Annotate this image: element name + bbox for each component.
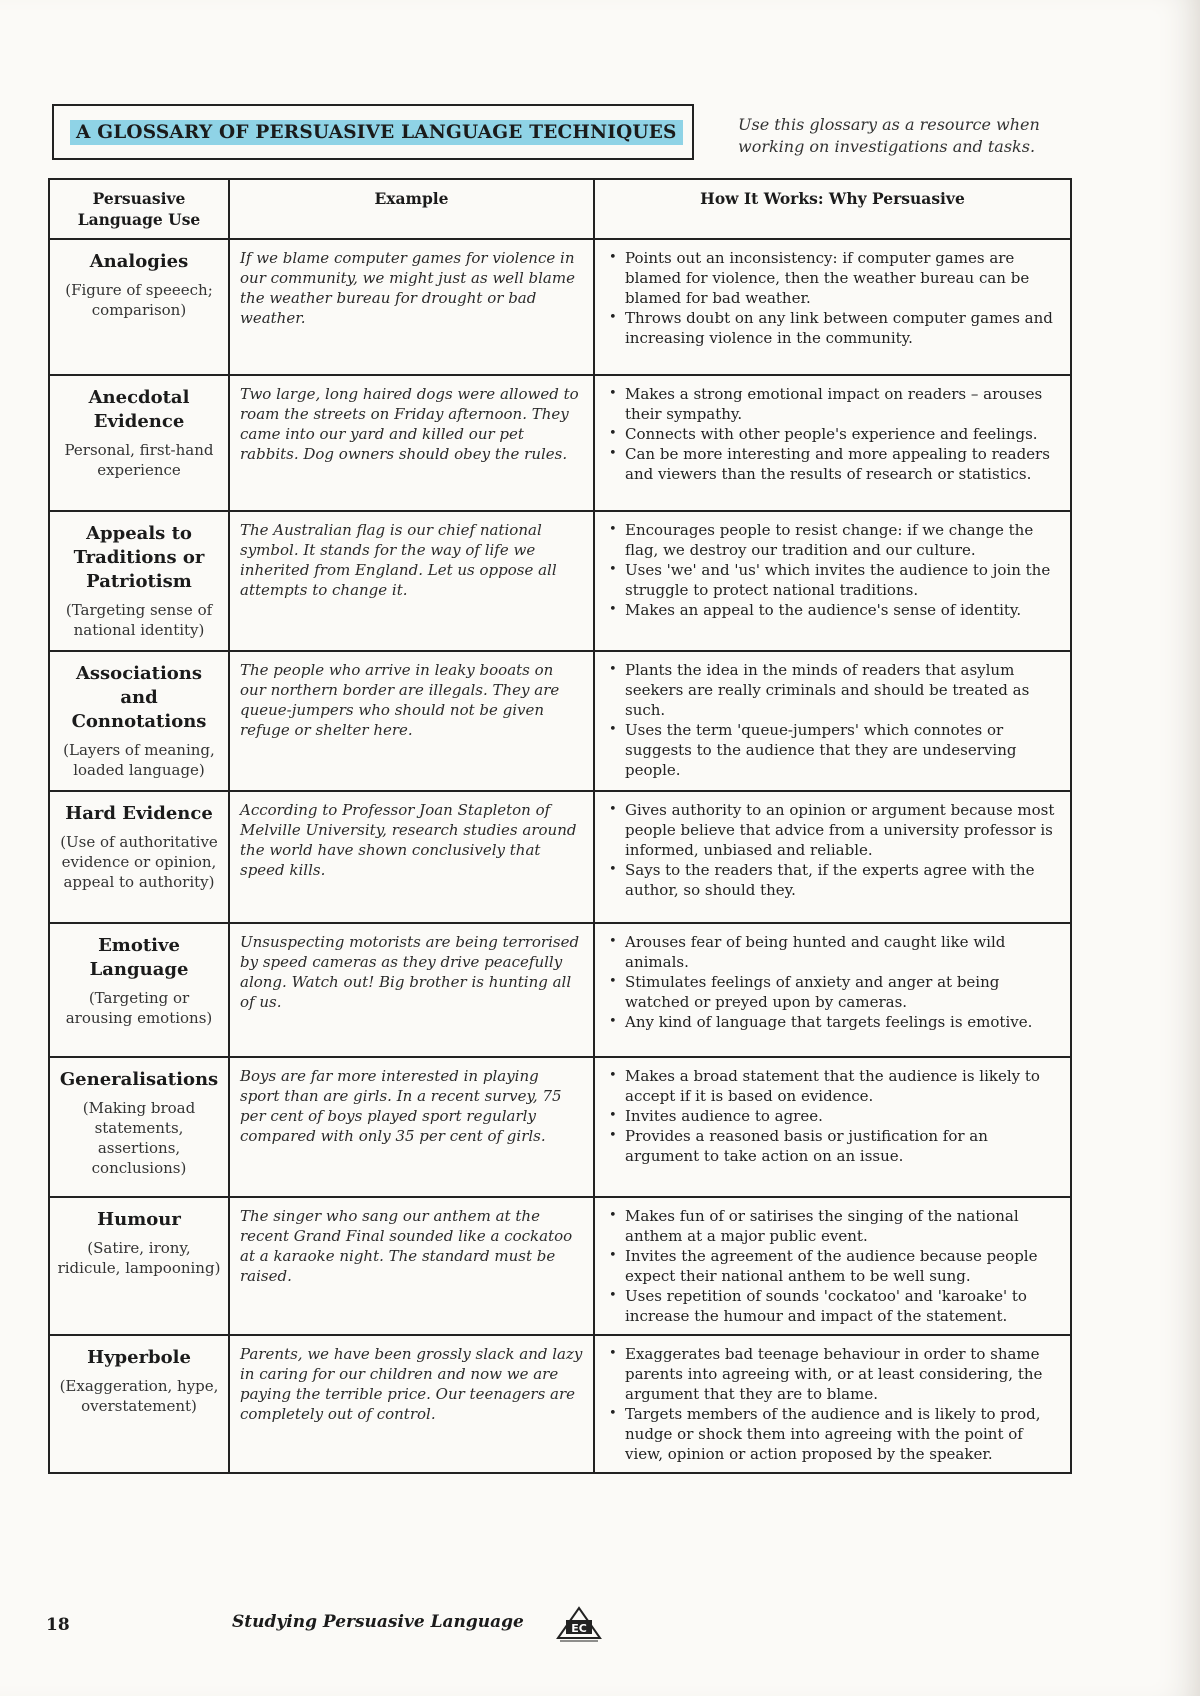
title-box	[52, 104, 694, 160]
how-it-works-point: • Provides a reasoned basis or justification for an argument to take action on an issue.	[625, 1126, 1060, 1166]
how-it-works-point: • Gives authority to an opinion or argument because most people believe that advice from a university professor is informed, unbiased and reliable.	[625, 800, 1060, 860]
term-cell	[49, 239, 229, 375]
how-it-works-cell	[594, 375, 1071, 511]
term-cell	[49, 923, 229, 1057]
how-it-works-point: • Makes a strong emotional impact on readers – arouses their sympathy.	[625, 384, 1060, 424]
how-it-works-cell	[594, 1057, 1071, 1197]
how-it-works-list	[605, 384, 1060, 484]
term-name: Appeals to Traditions or Patriotism	[73, 523, 205, 592]
term-name: Hyperbole	[87, 1347, 191, 1368]
how-it-works-point: • Uses 'we' and 'us' which invites the audience to join the struggle to protect national traditions.	[625, 560, 1060, 600]
how-it-works-point: • Arouses fear of being hunted and caught like wild animals.	[625, 932, 1060, 972]
glossary-table	[48, 178, 1072, 1474]
how-it-works-point: • Invites the agreement of the audience because people expect their national anthem to be well sung.	[625, 1246, 1060, 1286]
table-row	[49, 1197, 1071, 1335]
how-it-works-point: • Encourages people to resist change: if we change the flag, we destroy our tradition and our culture.	[625, 520, 1060, 560]
term-description: (Making broad statements, assertions, conclusions)	[82, 1099, 196, 1177]
page-title: A GLOSSARY OF PERSUASIVE LANGUAGE TECHNIQUES	[70, 120, 683, 145]
term-cell	[49, 1057, 229, 1197]
term-name: Anecdotal Evidence	[88, 387, 190, 432]
how-it-works-list	[605, 932, 1060, 1032]
header-how: How It Works: Why Persuasive	[594, 179, 1071, 239]
table-row	[49, 511, 1071, 651]
example-cell: The singer who sang our anthem at the recent Grand Final sounded like a cockatoo at a karaoke night. The standard must be raised.	[229, 1197, 594, 1335]
example-cell: The people who arrive in leaky booats on our northern border are illegals. They are queue-jumpers who should not be given refuge or shelter here.	[229, 651, 594, 791]
example-cell: Unsuspecting motorists are being terrorised by speed cameras as they drive peacefully along. Watch out! Big brother is hunting all of us.	[229, 923, 594, 1057]
how-it-works-cell	[594, 651, 1071, 791]
how-it-works-point: • Makes an appeal to the audience's sense of identity.	[625, 600, 1060, 620]
how-it-works-list	[605, 1344, 1060, 1464]
example-cell: Parents, we have been grossly slack and lazy in caring for our children and now we are paying the terrible price. Our teenagers are completely out of control.	[229, 1335, 594, 1473]
how-it-works-cell	[594, 1197, 1071, 1335]
how-it-works-point: • Makes a broad statement that the audience is likely to accept if it is based on evidence.	[625, 1066, 1060, 1106]
term-name: Emotive Language	[89, 935, 189, 980]
how-it-works-point: • Makes fun of or satirises the singing of the national anthem at a major public event.	[625, 1206, 1060, 1246]
term-description: (Targeting or arousing emotions)	[65, 989, 213, 1027]
term-description: (Satire, irony, ridicule, lampooning)	[57, 1239, 221, 1277]
table-row	[49, 1335, 1071, 1473]
how-it-works-point: • Plants the idea in the minds of readers that asylum seekers are really criminals and should be treated as such.	[625, 660, 1060, 720]
example-cell: If we blame computer games for violence in our community, we might just as well blame the weather bureau for drought or bad weather.	[229, 239, 594, 375]
how-it-works-list	[605, 1206, 1060, 1326]
term-cell	[49, 511, 229, 651]
term-cell	[49, 375, 229, 511]
term-name: Humour	[97, 1209, 181, 1230]
how-it-works-list	[605, 1066, 1060, 1166]
table-row	[49, 1057, 1071, 1197]
page-number: 18	[46, 1615, 70, 1635]
publisher-logo	[554, 1604, 604, 1644]
how-it-works-cell	[594, 791, 1071, 923]
how-it-works-cell	[594, 923, 1071, 1057]
term-description: (Exaggeration, hype, overstatement)	[59, 1377, 219, 1415]
intro-note: Use this glossary as a resource when working on investigations and tasks.	[738, 115, 1040, 156]
example-cell: Boys are far more interested in playing sport than are girls. In a recent survey, 75 per cent of boys played sport regularly compared with only 35 per cent of girls.	[229, 1057, 594, 1197]
how-it-works-cell	[594, 239, 1071, 375]
term-name: Analogies	[89, 251, 189, 272]
book-title: Studying Persuasive Language	[232, 1612, 524, 1632]
how-it-works-point: • Any kind of language that targets feelings is emotive.	[625, 1012, 1060, 1032]
how-it-works-point: • Connects with other people's experience and feelings.	[625, 424, 1060, 444]
logo-text: EC	[571, 1622, 587, 1635]
how-it-works-point: • Exaggerates bad teenage behaviour in order to shame parents into agreeing with, or at least considering, the argument that they are to blame.	[625, 1344, 1060, 1404]
how-it-works-point: • Uses the term 'queue-jumpers' which connotes or suggests to the audience that they are undeserving people.	[625, 720, 1060, 780]
how-it-works-cell	[594, 1335, 1071, 1473]
term-description: (Layers of meaning, loaded language)	[63, 741, 215, 779]
how-it-works-point: • Uses repetition of sounds 'cockatoo' and 'karoake' to increase the humour and impact of the statement.	[625, 1286, 1060, 1326]
table-row	[49, 791, 1071, 923]
example-cell: According to Professor Joan Stapleton of Melville University, research studies around the world have shown conclusively that speed kills.	[229, 791, 594, 923]
term-name: Hard Evidence	[65, 803, 213, 824]
header-use: Persuasive Language Use	[49, 179, 229, 239]
example-cell: Two large, long haired dogs were allowed to roam the streets on Friday afternoon. They came into our yard and killed our pet rabbits. Dog owners should obey the rules.	[229, 375, 594, 511]
how-it-works-point: • Throws doubt on any link between computer games and increasing violence in the community.	[625, 308, 1060, 348]
term-name: Associations and Connotations	[71, 663, 207, 732]
term-cell	[49, 1335, 229, 1473]
table-row	[49, 651, 1071, 791]
how-it-works-point: • Stimulates feelings of anxiety and anger at being watched or preyed upon by cameras.	[625, 972, 1060, 1012]
how-it-works-point: • Invites audience to agree.	[625, 1106, 1060, 1126]
table-header-row	[49, 179, 1071, 239]
how-it-works-cell	[594, 511, 1071, 651]
table-row	[49, 239, 1071, 375]
table-row	[49, 375, 1071, 511]
term-description: Personal, first-hand experience	[64, 441, 214, 479]
how-it-works-list	[605, 660, 1060, 780]
how-it-works-list	[605, 800, 1060, 900]
example-cell: The Australian flag is our chief national symbol. It stands for the way of life we inherited from England. Let us oppose all attempts to change it.	[229, 511, 594, 651]
term-cell	[49, 651, 229, 791]
term-cell	[49, 1197, 229, 1335]
term-description: (Targeting sense of national identity)	[65, 601, 213, 639]
term-description: (Use of authoritative evidence or opinion, appeal to authority)	[60, 833, 218, 891]
term-description: (Figure of speeech; comparison)	[65, 281, 213, 319]
how-it-works-point: • Points out an inconsistency: if computer games are blamed for violence, then the weather bureau can be blamed for bad weather.	[625, 248, 1060, 308]
header-example: Example	[229, 179, 594, 239]
how-it-works-point: • Can be more interesting and more appealing to readers and viewers than the results of research or statistics.	[625, 444, 1060, 484]
term-cell	[49, 791, 229, 923]
how-it-works-list	[605, 248, 1060, 348]
how-it-works-list	[605, 520, 1060, 620]
how-it-works-point: • Says to the readers that, if the experts agree with the author, so should they.	[625, 860, 1060, 900]
how-it-works-point: • Targets members of the audience and is likely to prod, nudge or shock them into agreeing with the point of view, opinion or action proposed by the speaker.	[625, 1404, 1060, 1464]
table-row	[49, 923, 1071, 1057]
term-name: Generalisations	[59, 1069, 219, 1090]
